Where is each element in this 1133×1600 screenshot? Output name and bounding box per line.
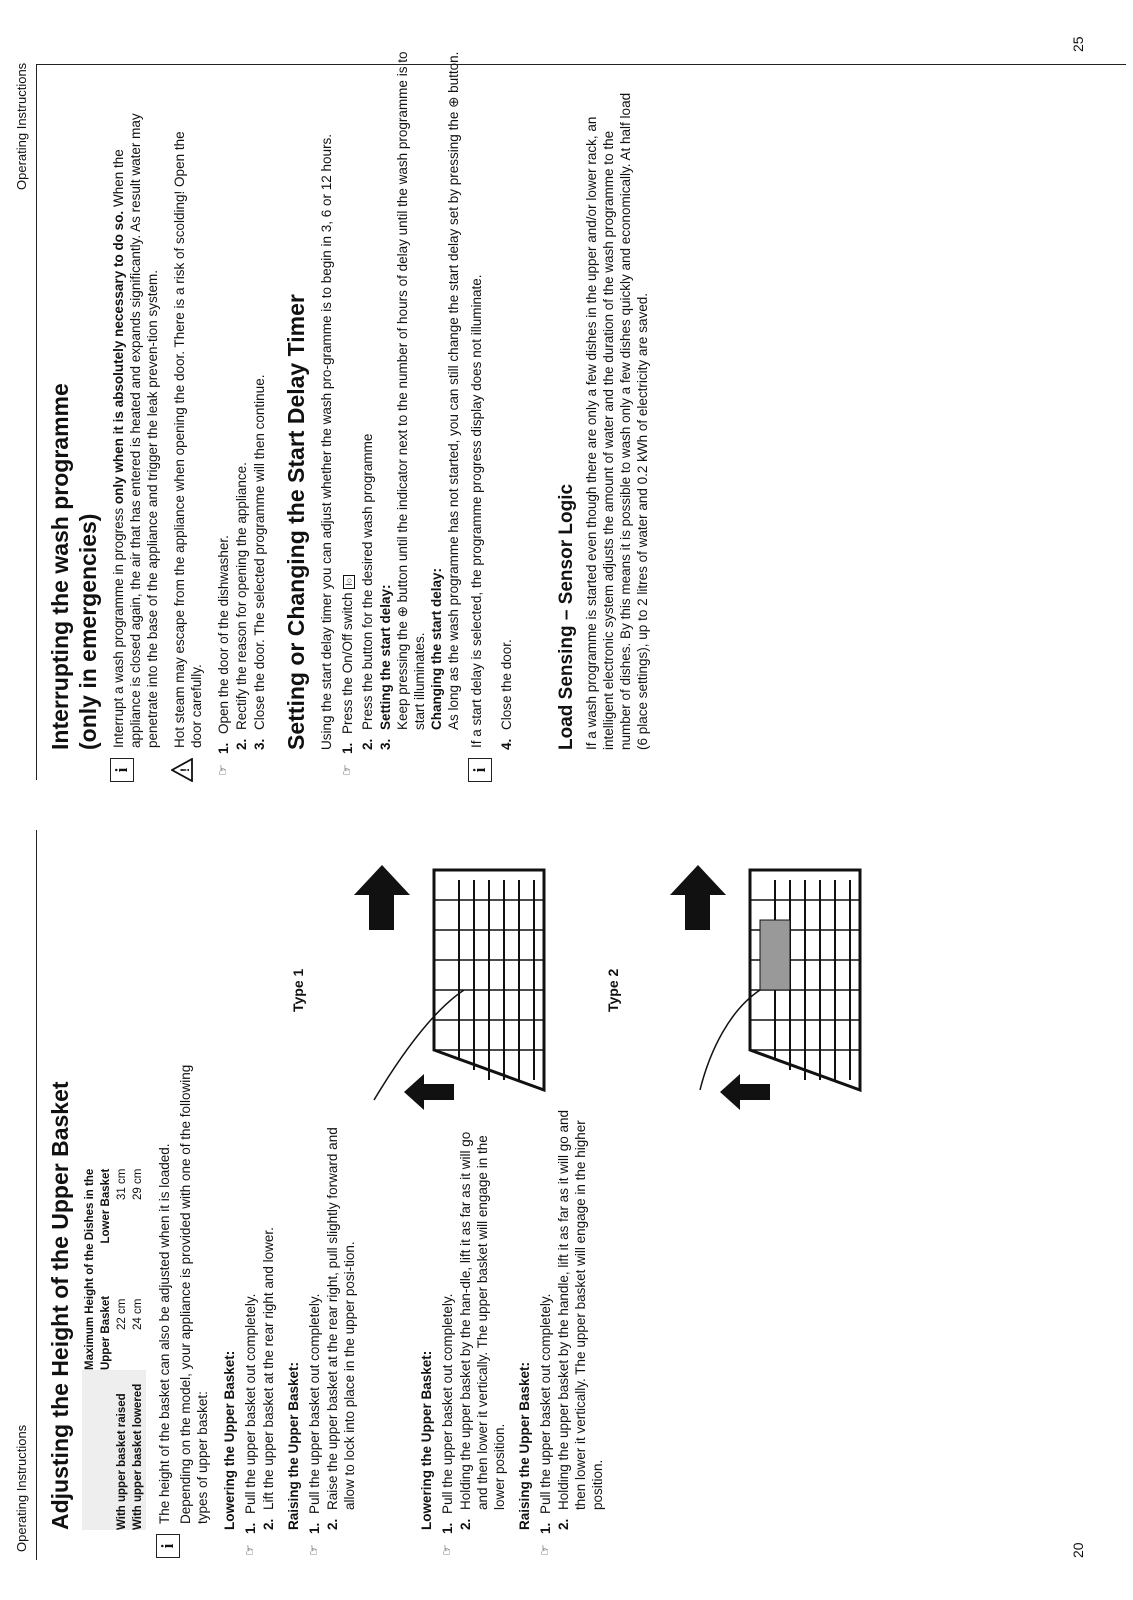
step-text: Press the button for the desired wash programme	[360, 433, 375, 730]
lowering-title: Lowering the Upper Basket:	[222, 1350, 237, 1530]
info-note	[110, 50, 165, 782]
step-text: Holding the upper basket by the han-dle, lift it as far as it will go and then lower it vertically. The upper basket will engage in the lower position.	[458, 1131, 507, 1510]
step-number: 3.	[252, 738, 267, 750]
step-number: 1.	[440, 1522, 455, 1534]
step-text: Holding the upper basket by the handle, lift it as far as it will go and then lower it vertically. The upper basket will engage in the higher position.	[556, 1110, 605, 1510]
table-header: Maximum Height of the Dishes in the	[84, 1168, 96, 1370]
list-item	[324, 1110, 358, 1530]
left-page-header: Operating Instructions	[14, 1424, 29, 1552]
step1-text: Press the On/Off switch	[340, 592, 355, 734]
list-item	[555, 1110, 606, 1530]
hand-pointer-icon: ☞	[215, 764, 230, 776]
table-row	[130, 1159, 146, 1530]
step-number: 2.	[325, 1518, 340, 1530]
list-item	[377, 50, 462, 750]
step-number: 1.	[538, 1522, 553, 1534]
list-item	[537, 1110, 554, 1556]
step-number: 2.	[360, 738, 375, 750]
table-col-upper: Upper Basket	[100, 1295, 112, 1370]
step-number: 2.	[556, 1518, 571, 1530]
height-table	[82, 1159, 146, 1530]
note-part-1: Interrupt a wash programme in progress	[111, 504, 126, 748]
row-upper-value: 22 cm	[116, 1298, 128, 1330]
raising-title: Raising the Upper Basket:	[286, 1361, 301, 1530]
left-page-number: 20	[1070, 1542, 1086, 1558]
row-upper-value: 24 cm	[132, 1298, 144, 1330]
step-text	[377, 50, 462, 730]
warning-note	[171, 50, 209, 782]
right-page-column	[46, 50, 655, 776]
list-item	[339, 50, 358, 776]
table-row	[114, 1159, 130, 1530]
basket-type1-illustration	[314, 850, 564, 1110]
step-text: Pull the upper basket out completely.	[243, 1293, 258, 1514]
step-text: Close the door.	[499, 639, 514, 730]
note-text: The height of the basket can also be adjusted when it is loaded.	[157, 1143, 172, 1524]
figure-label-type1: Type 1	[290, 968, 306, 1012]
right-page-number: 25	[1070, 36, 1086, 52]
step-number: 1.	[243, 1522, 258, 1534]
step-text: Close the door. The selected programme will then continue.	[252, 374, 267, 730]
step-text: Raise the upper basket at the rear right, pull slightly forward and allow to lock into place in the upper posi-tion.	[325, 1127, 357, 1510]
raising-title: Raising the Upper Basket:	[517, 1361, 532, 1530]
list-item	[251, 50, 268, 750]
hand-pointer-icon: ☞	[306, 1544, 321, 1556]
on-off-switch-icon: I○	[343, 575, 355, 589]
info-note	[156, 850, 215, 1558]
step-number: 2.	[458, 1518, 473, 1530]
left-header-rule	[36, 830, 37, 1560]
note-part-3: When the appliance is closed again, the air that has entered is heated and expands significantly. As result water may penetrate into the base of the appliance and trigger the leak preven-tion system.	[111, 113, 160, 748]
step-number: 2.	[234, 738, 249, 750]
interrupt-note	[110, 108, 161, 748]
section-title-load-sensing: Load Sensing – Sensor Logic	[556, 483, 577, 750]
info-icon: i	[468, 758, 492, 782]
changing-text: As long as the wash programme has not started, you can still change the start delay set by pressing the ⊕ button.	[446, 51, 461, 730]
warning-triangle-icon	[171, 758, 193, 782]
list-item	[359, 50, 376, 750]
figure-label-type2: Type 2	[605, 968, 621, 1012]
title-line-1: Interrupting the wash programme	[47, 383, 73, 750]
section-title-start-delay: Setting or Changing the Start Delay Timer	[283, 294, 309, 750]
type2-instructions	[418, 1110, 606, 1556]
delay-note: If a start delay is selected, the programme progress display does not illuminate.	[469, 274, 484, 748]
warning-text: Hot steam may escape from the appliance when opening the door. There is a risk of scolding! Open the door carefully.	[172, 131, 204, 748]
type1-instructions	[221, 1110, 358, 1556]
step-text: Pull the upper basket out completely.	[307, 1293, 322, 1514]
step-text	[339, 50, 358, 734]
hand-pointer-icon: ☞	[439, 1544, 454, 1556]
setting-text: Keep pressing the ⊕ button until the indicator next to the number of hours of delay until the wash programme is to start illuminates.	[395, 51, 427, 730]
step-number: 3.	[378, 738, 393, 750]
list-item	[439, 1110, 456, 1556]
section-title-interrupt	[46, 50, 102, 750]
step-number: 1.	[340, 742, 355, 754]
delay-intro: Using the start delay timer you can adjust whether the wash pro-gramme is to begin in 3, 6 or 12 hours.	[319, 133, 334, 750]
changing-title: Changing the start delay:	[429, 567, 444, 730]
step-number: 1.	[307, 1522, 322, 1534]
list-item	[260, 1110, 277, 1530]
list-item	[215, 50, 232, 776]
list-item	[233, 50, 250, 750]
row-lower-value: 31 cm	[116, 1168, 128, 1201]
info-note	[468, 50, 492, 782]
row-lower-value: 29 cm	[132, 1168, 144, 1201]
row-label: With upper basket raised	[114, 1370, 130, 1530]
hand-pointer-icon: ☞	[242, 1544, 257, 1556]
right-header-rule	[36, 65, 37, 780]
step-text: Lift the upper basket at the rear right and lower.	[261, 1227, 276, 1510]
step-text: Pull the upper basket out completely.	[440, 1293, 455, 1514]
row-label: With upper basket lowered	[130, 1370, 146, 1530]
list-item	[242, 1110, 259, 1556]
info-icon: i	[110, 758, 134, 782]
lowering-title: Lowering the Upper Basket:	[419, 1350, 434, 1530]
list-item	[498, 50, 515, 750]
table-col-lower: Lower Basket	[100, 1168, 112, 1244]
svg-text:!: !	[178, 768, 192, 772]
basket-type2-illustration	[630, 850, 880, 1110]
info-icon: i	[156, 1534, 180, 1558]
load-sensing-text: If a wash programme is started even though there are only a few dishes in the upper and/or lower rack, an intelligent electronic system adjusts the amount of water and the duration of the wash programme to the number of dishes. By this means it is possible to wash only a few dishes quickly and economically. At half load (6 place settings), up to 2 litres of water and 0.2 kWh of electricity are saved.	[584, 92, 650, 750]
step-text: Rectify the reason for opening the appliance.	[234, 462, 249, 730]
step-number: 1.	[216, 742, 231, 754]
step-number: 2.	[261, 1518, 276, 1530]
setting-title: Setting the start delay:	[378, 584, 393, 730]
intro-text: Depending on the model, your appliance is provided with one of the following types of upper basket:	[178, 1064, 210, 1524]
step-text: Pull the upper basket out completely.	[538, 1293, 553, 1514]
step-text: Open the door of the dishwasher.	[216, 535, 231, 734]
hand-pointer-icon: ☞	[537, 1544, 552, 1556]
title-line-2: (only in emergencies)	[75, 513, 101, 750]
list-item	[457, 1110, 508, 1530]
section-title-basket-height: Adjusting the Height of the Upper Basket	[47, 1081, 73, 1530]
hand-pointer-icon: ☞	[339, 764, 354, 776]
list-item	[306, 1110, 323, 1556]
note-part-2: only when it is absolutely necessary to do so.	[111, 210, 126, 505]
right-page-header: Operating Instructions	[14, 62, 29, 190]
step-number: 4.	[499, 738, 514, 750]
